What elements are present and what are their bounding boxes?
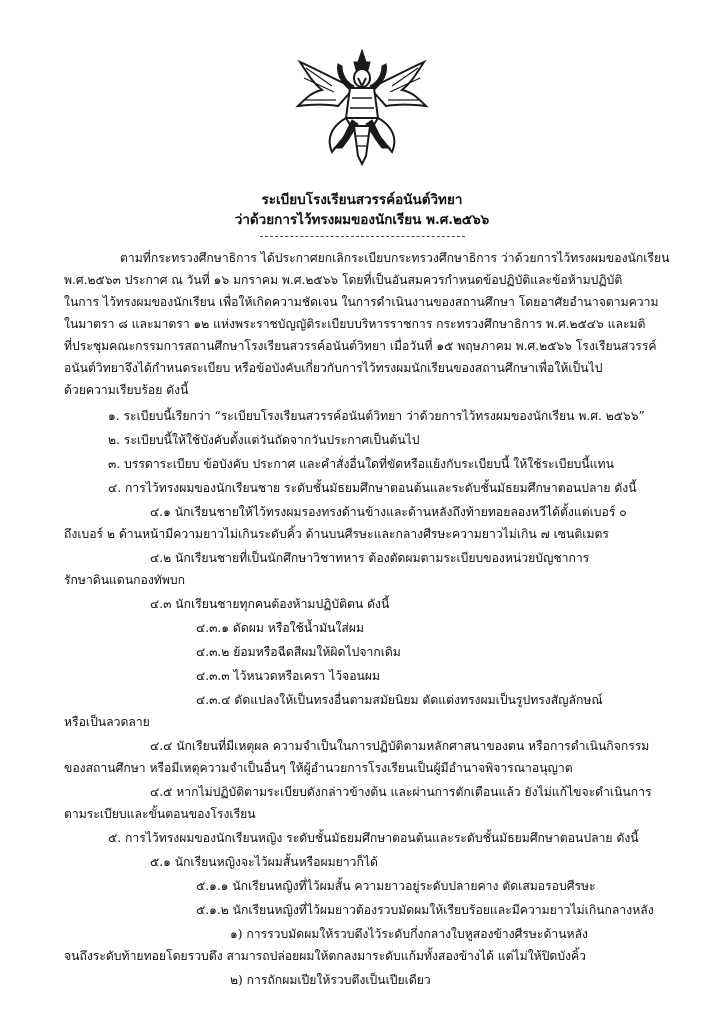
intro-line: ในมาตรา ๘ และมาตรา ๑๒ แห่งพระราชบัญญัติระเบียบบริหารราชการ กระทรวงศึกษาธิการ พ.ศ.๒๕๔๖ และมติ: [64, 317, 646, 331]
clause-4-1: ๔.๑ นักเรียนชายให้ไว้ทรงผมรองทรงด้านข้างและด้านหลังถึงท้ายทอยลองหวีได้ตั้งแต่เบอร์ ๐: [150, 505, 627, 519]
clause-5-1-2: ๕.๑.๒ นักเรียนหญิงที่ไว้ผมยาวต้องรวบมัดผมให้เรียบร้อยและมีความยาวไม่เกินกลางหลัง: [196, 903, 654, 917]
clause-3: ๓. บรรดาระเบียบ ข้อบังคับ ประกาศ และคำสั่งอื่นใดที่ขัดหรือแย้งกับระเบียบนี้ ให้ใช้ระเบียบนี้แทน: [108, 457, 614, 471]
clause-4-3-3: ๔.๓.๓ ไว้หนวดหรือเครา ไว้จอนผม: [196, 669, 381, 683]
intro-line: ตามที่กระทรวงศึกษาธิการ ได้ประกาศยกเลิกระเบียบกระทรวงศึกษาธิการ ว่าด้วยการไว้ทรงผมของนักเรียน: [120, 251, 670, 265]
intro-line: ในการ ไว้ทรงผมของนักเรียน เพื่อให้เกิดความชัดเจน ในการดำเนินงานของสถานศึกษา โดยอาศัยอำนาจตามความ: [64, 295, 659, 309]
clause-4-2-cont: รักษาดินแดนกองทัพบก: [64, 573, 185, 587]
clause-4-3-1: ๔.๓.๑ ดัดผม หรือใช้น้ำมันใส่ผม: [196, 621, 365, 635]
clause-4: ๔. การไว้ทรงผมของนักเรียนชาย ระดับชั้นมัธยมศึกษาตอนต้นและระดับชั้นมัธยมศึกษาตอนปลาย ดังนี้: [108, 481, 637, 495]
clause-4-3-4-cont: หรือเป็นลวดลาย: [64, 715, 150, 729]
clause-4-5-cont: ตามระเบียบและขั้นตอนของโรงเรียน: [64, 807, 256, 821]
clause-5-1-1: ๕.๑.๑ นักเรียนหญิงที่ไว้ผมสั้น ความยาวอยู่ระดับปลายคาง ตัดเสมอรอบศีรษะ: [196, 879, 596, 893]
clause-5-1: ๕.๑ นักเรียนหญิงจะไว้ผมสั้นหรือผมยาวก็ได้: [150, 855, 378, 869]
clause-4-3: ๔.๓ นักเรียนชายทุกคนต้องห้ามปฏิบัติตน ดังนี้: [150, 597, 390, 611]
clause-4-3-4: ๔.๓.๔ ดัดแปลงให้เป็นทรงอื่นตามสมัยนิยม ตัดแต่งทรงผมเป็นรูปทรงสัญลักษณ์: [196, 693, 603, 707]
clause-4-5: ๔.๕ หากไม่ปฏิบัติตามระเบียบดังกล่าวข้างต้น และผ่านการตักเตือนแล้ว ยังไม่แก้ไขจะดำเนินการ: [150, 785, 652, 799]
clause-5-1-2-1: ๑) การรวบมัดผมให้รวบตึงไว้ระดับกึ่งกลางใบหูสองข้างศีรษะด้านหลัง: [230, 927, 589, 941]
intro-line: อนันต์วิทยาจึงได้กำหนดระเบียบ หรือข้อบังคับเกี่ยวกับการไว้ทรงผมนักเรียนของสถานศึกษาเพื่อให้เป็นไป: [64, 361, 603, 375]
document-subtitle: ว่าด้วยการไว้ทรงผมของนักเรียน พ.ศ.๒๕๖๖: [234, 212, 490, 228]
clause-4-1-cont: ถึงเบอร์ ๒ ด้านหน้ามีความยาวไม่เกินระดับคิ้ว ด้านบนศีรษะและกลางศีรษะความยาวไม่เกิน ๗ เซนติเมตร: [64, 527, 609, 541]
clause-5-1-2-2: ๒) การถักผมเปียให้รวบตึงเป็นเปียเดียว: [230, 973, 431, 987]
intro-line: ด้วยความเรียบร้อย ดังนี้: [64, 383, 189, 397]
clause-1: ๑. ระเบียบนี้เรียกว่า “ระเบียบโรงเรียนสวรรค์อนันต์วิทยา ว่าด้วยการไว้ทรงผมของนักเรียน พ.ศ. ๒๕๖๖”: [108, 409, 645, 423]
clause-4-4: ๔.๔ นักเรียนที่มีเหตุผล ความจำเป็นในการปฏิบัติตามหลักศาสนาของตน หรือการดำเนินกิจกรรม: [150, 739, 650, 753]
clause-4-4-cont: ของสถานศึกษา หรือมีเหตุความจำเป็นอื่นๆ ให้ผู้อำนวยการโรงเรียนเป็นผู้มีอำนาจพิจารณาอนุญาต: [64, 761, 573, 775]
clause-5-1-2-1-cont: จนถึงระดับท้ายทอยโดยรวบตึง สามารถปล่อยผมให้ตกลงมาระดับแก้มทั้งสองข้างได้ แต่ไม่ให้ปิดบังคิ้ว: [64, 949, 587, 963]
intro-line: ที่ประชุมคณะกรรมการสถานศึกษาโรงเรียนสวรรค์อนันต์วิทยา เมื่อวันที่ ๑๕ พฤษภาคม พ.ศ.๒๕๖๖ โรงเรียนสวรรค์: [64, 339, 657, 353]
document-title: ระเบียบโรงเรียนสวรรค์อนันต์วิทยา: [261, 192, 463, 208]
clause-2: ๒. ระเบียบนี้ให้ใช้บังคับตั้งแต่วันถัดจากวันประกาศเป็นต้นไป: [108, 433, 420, 447]
clause-4-3-2: ๔.๓.๒ ย้อมหรือฉีดสีผมให้ผิดไปจากเดิม: [196, 645, 401, 659]
title-divider: [260, 236, 465, 237]
clause-5: ๕. การไว้ทรงผมของนักเรียนหญิง ระดับชั้นมัธยมศึกษาตอนต้นและระดับชั้นมัธยมศึกษาตอนปลาย ดังนี้: [108, 831, 639, 845]
clause-4-2: ๔.๒ นักเรียนชายที่เป็นนักศึกษาวิชาทหาร ต้องตัดผมตามระเบียบของหน่วยบัญชาการ: [150, 551, 590, 565]
intro-line: พ.ศ.๒๕๖๓ ประกาศ ณ วันที่ ๑๖ มกราคม พ.ศ.๒๕๖๖ โดยที่เป็นอันสมควรกำหนดข้อปฏิบัติและข้อห้ามปฏิบัติ: [64, 273, 623, 287]
garuda-emblem-icon: [292, 48, 432, 168]
